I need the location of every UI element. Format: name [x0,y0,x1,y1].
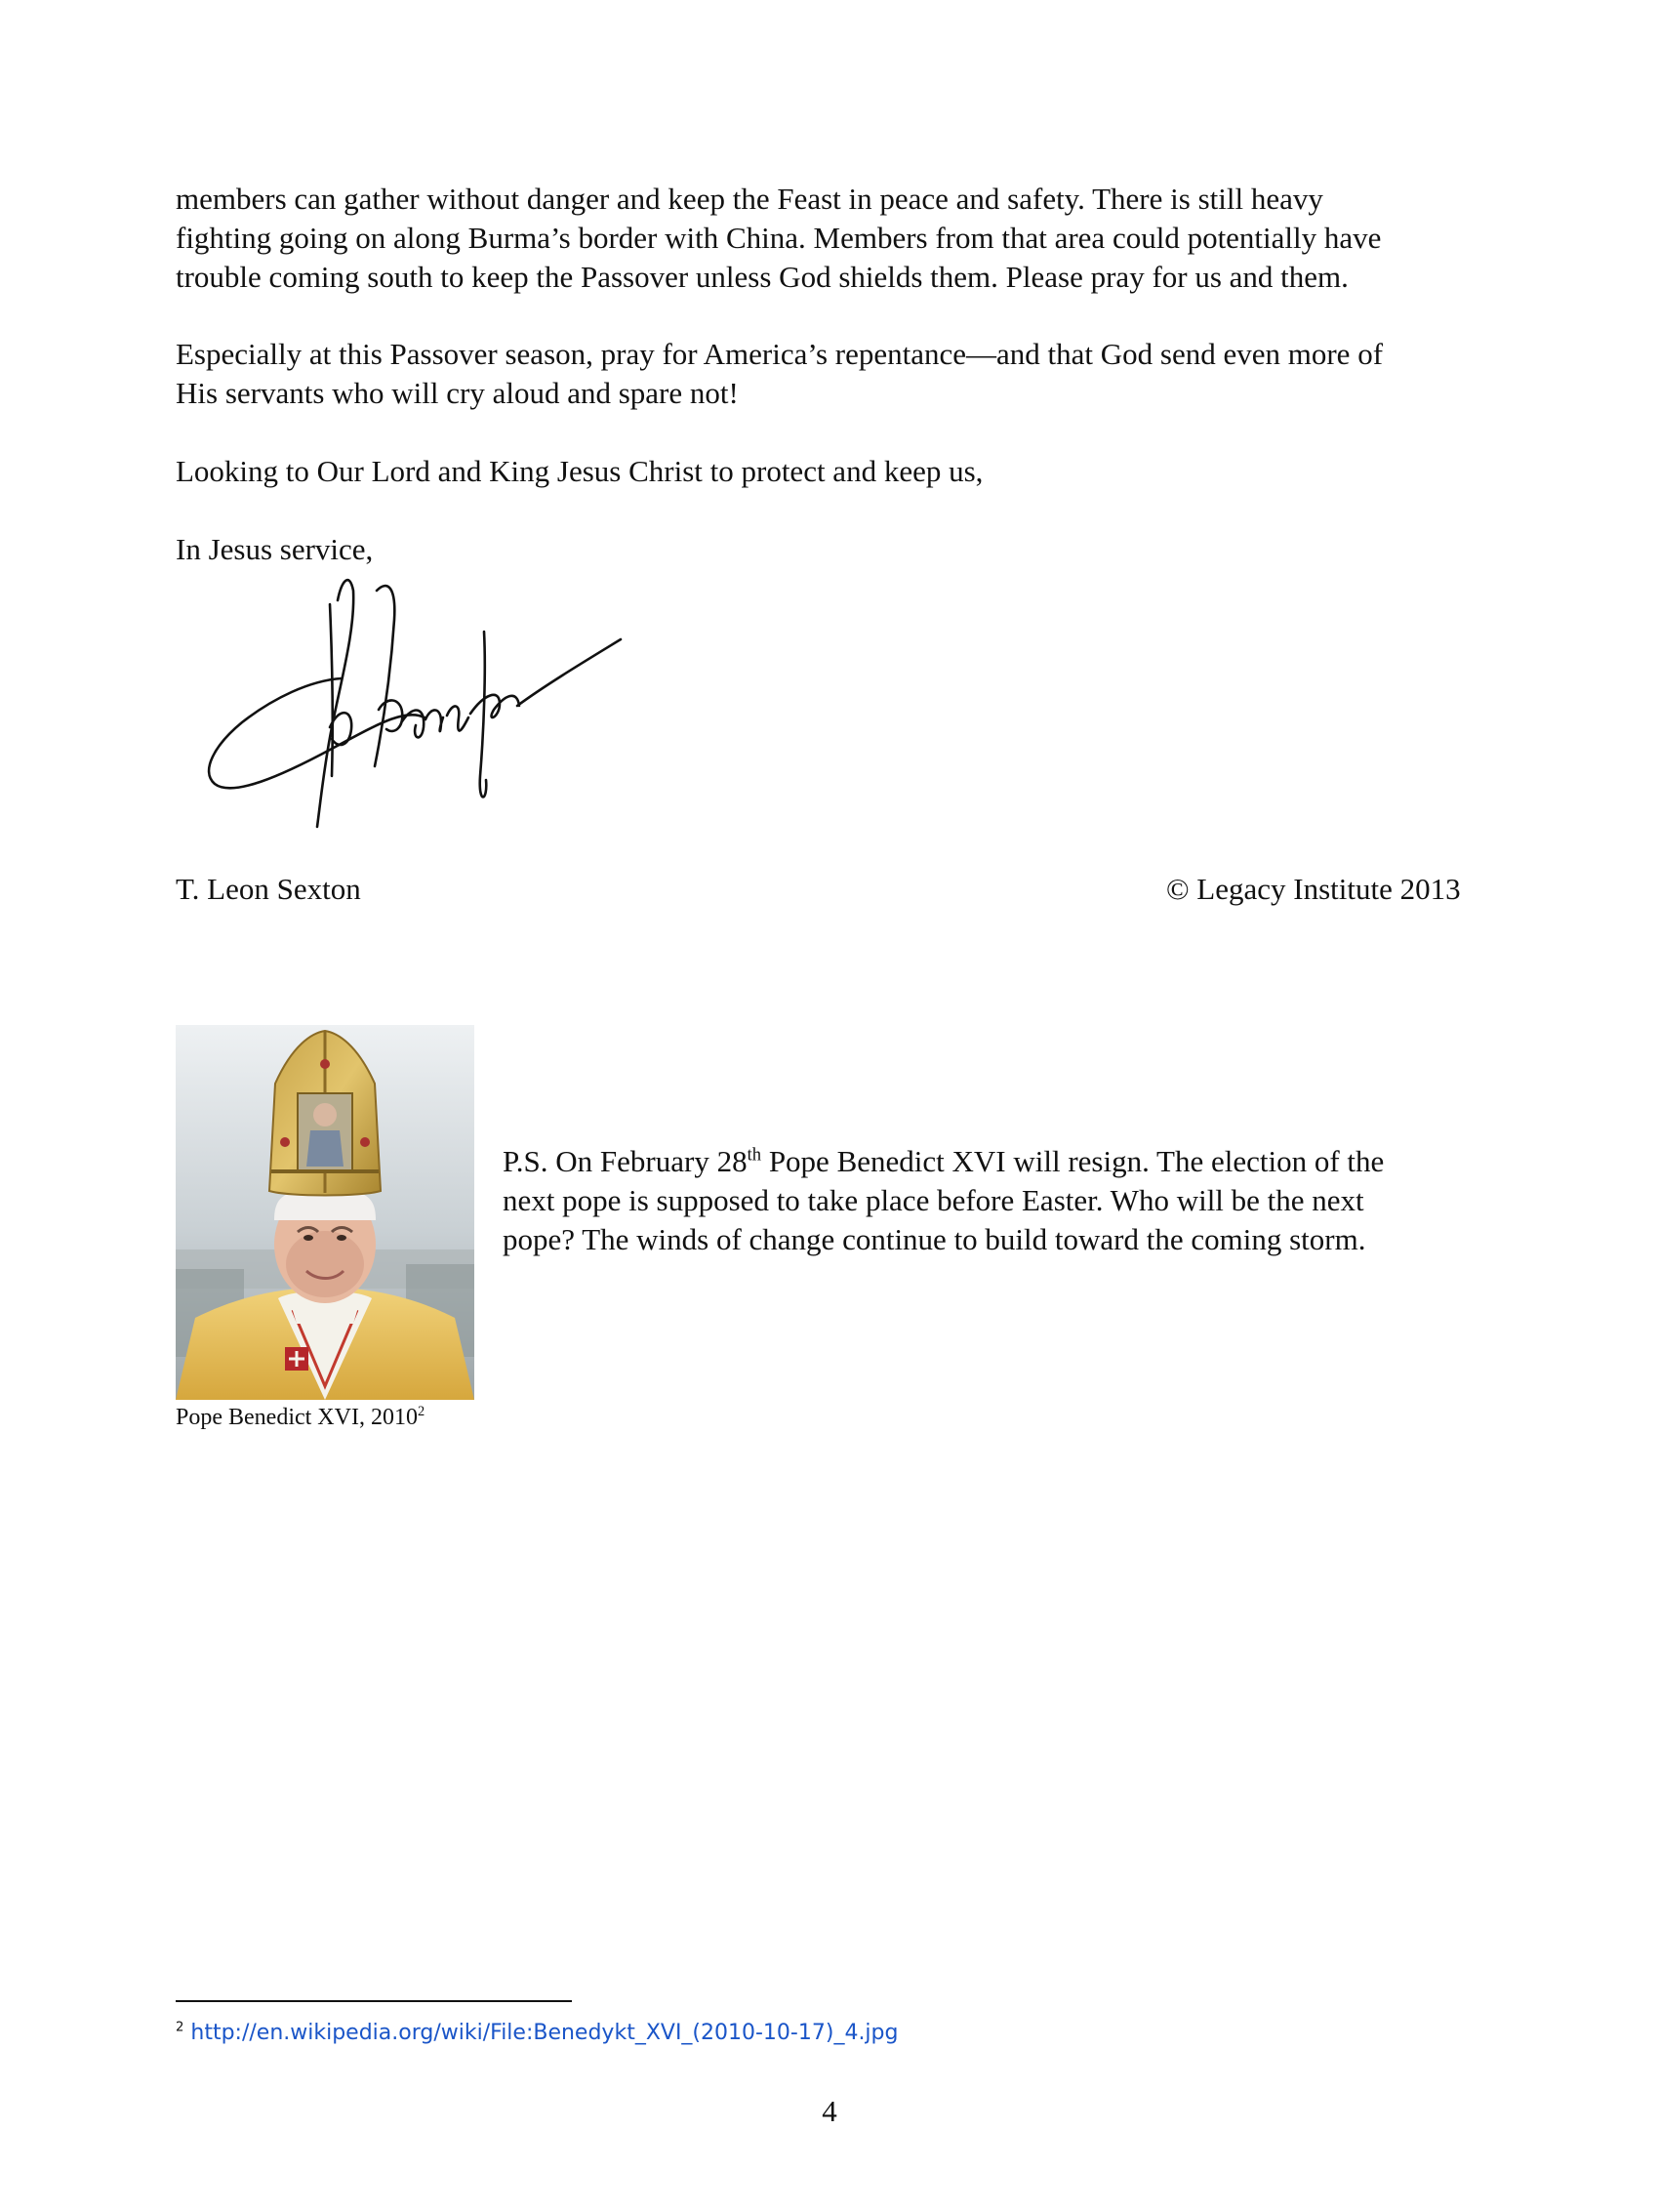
text-line: Looking to Our Lord and King Jesus Christ to protect and keep us, [176,454,984,488]
footnote [176,2019,898,2048]
signer-name: T. Leon Sexton [176,872,361,906]
text-line: next pope is supposed to take place before Easter. Who will be the next [503,1183,1364,1217]
page-number: 4 [822,2094,837,2128]
paragraph-closing [176,452,1503,491]
text-line: members can gather without danger and keep the Feast in peace and safety. There is still heavy [176,182,1323,216]
footnote-number: 2 [176,2020,184,2035]
text-line: In Jesus service, [176,532,374,566]
footnote-link[interactable]: http://en.wikipedia.org/wiki/File:Benedykt_XVI_(2010-10-17)_4.jpg [190,2021,899,2045]
paragraph-passover-prayer [176,335,1503,413]
postscript [503,1142,1527,1259]
ps-text: P.S. On February 28 [503,1144,748,1178]
pope-benedict-photo [176,1025,474,1400]
text-line: fighting going on along Burma’s border with China. Members from that area could potentially have [176,221,1382,255]
handwritten-signature [195,571,644,864]
caption-footnote-ref: 2 [417,1404,425,1419]
ps-text: Pope Benedict XVI will resign. The election of the [761,1144,1385,1178]
copyright-notice: © Legacy Institute 2013 [1166,872,1461,906]
text-line: trouble coming south to keep the Passover unless God shields them. Please pray for us and them. [176,260,1349,294]
text-line: His servants who will cry aloud and spare not! [176,376,739,410]
caption-text: Pope Benedict XVI, 2010 [176,1405,418,1430]
valediction [176,530,1503,569]
ordinal-suffix: th [747,1144,762,1166]
text-line: pope? The winds of change continue to build toward the coming storm. [503,1222,1366,1256]
paragraph-feast-safety [176,180,1503,297]
text-line [503,1142,1527,1181]
text-line: Especially at this Passover season, pray for America’s repentance—and that God send even more of [176,337,1384,371]
photo-caption [176,1403,425,1432]
footnote-divider [176,2000,572,2002]
